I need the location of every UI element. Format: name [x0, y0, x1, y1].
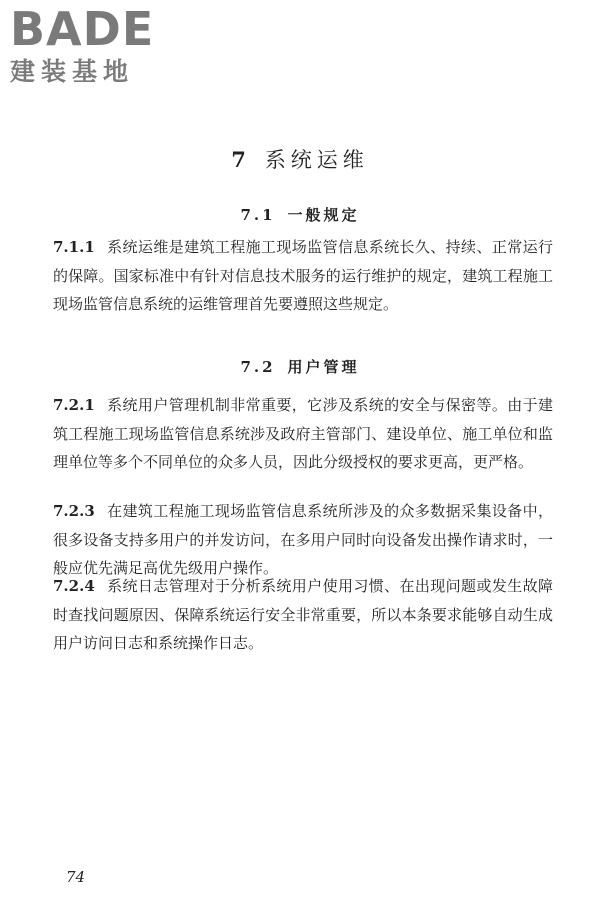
clause-text: 系统用户管理机制非常重要，它涉及系统的安全与保密等。由于建筑工程施工现场监管信息系统涉及政府主管部门、建设单位、施工单位和监理单位等多个不同单位的众多人员，因此分级授权的要求更高，更严格。 — [53, 396, 553, 471]
clause-text: 在建筑工程施工现场监管信息系统所涉及的众多数据采集设备中，很多设备支持多用户的并发访问，在多用户同时向设备发出操作请求时，一般应优先满足高优先级用户操作。 — [53, 502, 553, 577]
clause-7-2-1 — [53, 391, 553, 477]
clause-number: 7.1.1 — [53, 238, 95, 256]
logo-wordmark: BADE — [10, 2, 155, 56]
section-title: 一般规定 — [287, 206, 360, 224]
clause-7-2-4 — [53, 572, 553, 658]
clause-number: 7.2.1 — [53, 396, 95, 414]
clause-number: 7.2.4 — [53, 577, 95, 595]
clause-number: 7.2.3 — [53, 502, 95, 520]
clause-7-2-3 — [53, 497, 553, 583]
chapter-number: 7 — [231, 147, 251, 172]
section-number: 7.1 — [240, 206, 276, 224]
chapter-title — [0, 146, 600, 174]
bade-logo — [10, 4, 180, 88]
clause-text: 系统日志管理对于分析系统用户使用习惯、在出现问题或发生故障时查找问题原因、保障系统运行安全非常重要，所以本条要求能够自动生成用户访问日志和系统操作日志。 — [53, 577, 553, 652]
logo-chinese-name: 建装基地 — [10, 57, 135, 86]
page-number: 74 — [66, 868, 86, 886]
section-heading-7-1 — [0, 205, 600, 225]
section-number: 7.2 — [240, 358, 276, 376]
section-heading-7-2 — [0, 357, 600, 377]
clause-text: 系统运维是建筑工程施工现场监管信息系统长久、持续、正常运行的保障。国家标准中有针对信息技术服务的运行维护的规定，建筑工程施工现场监管信息系统的运维管理首先要遵照这些规定。 — [53, 238, 553, 313]
section-title: 用户管理 — [287, 358, 360, 376]
chapter-title-text: 系统运维 — [264, 148, 369, 172]
clause-7-1-1 — [53, 233, 553, 319]
